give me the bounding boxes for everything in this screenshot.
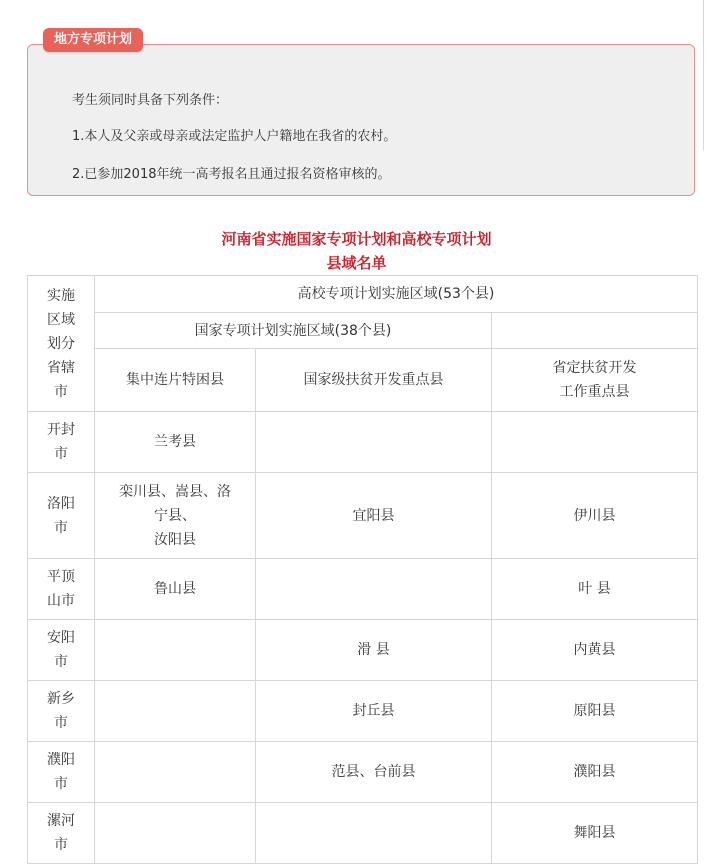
notice-tag: 地方专项计划 bbox=[43, 28, 143, 52]
contiguous-cell: 栾川县、嵩县、洛 宁县、 汝阳县 bbox=[95, 473, 256, 559]
university-plan-header: 高校专项计划实施区域(53个县) bbox=[95, 276, 698, 313]
table-row bbox=[28, 803, 698, 864]
table-heading: 河南省实施国家专项计划和高校专项计划 bbox=[221, 230, 492, 248]
provincial-key-header: 省定扶贫开发 工作重点县 bbox=[492, 349, 698, 412]
table-row bbox=[28, 412, 698, 473]
page-edge-divider bbox=[703, 0, 704, 150]
city-cell: 开封 市 bbox=[28, 412, 95, 473]
table-subheading: 县域名单 bbox=[326, 254, 387, 272]
notice-line: 考生须同时具备下列条件： bbox=[72, 93, 229, 108]
city-cell: 安阳 市 bbox=[28, 620, 95, 681]
city-cell: 平顶 山市 bbox=[28, 559, 95, 620]
city-cell: 洛阳 市 bbox=[28, 473, 95, 559]
contiguous-cell: 兰考县 bbox=[95, 412, 256, 473]
national-key-header: 国家级扶贫开发重点县 bbox=[256, 349, 492, 412]
provincial-key-cell: 内黄县 bbox=[492, 620, 698, 681]
city-cell: 新乡 市 bbox=[28, 681, 95, 742]
provincial-key-cell: 叶 县 bbox=[492, 559, 698, 620]
provincial-key-cell bbox=[492, 412, 698, 473]
provincial-key-cell: 伊川县 bbox=[492, 473, 698, 559]
table-row bbox=[28, 681, 698, 742]
contiguous-cell bbox=[95, 803, 256, 864]
national-key-cell bbox=[256, 412, 492, 473]
national-key-cell: 范县、台前县 bbox=[256, 742, 492, 803]
national-key-cell: 滑 县 bbox=[256, 620, 492, 681]
county-table bbox=[27, 275, 698, 864]
national-key-cell: 宜阳县 bbox=[256, 473, 492, 559]
national-key-cell bbox=[256, 803, 492, 864]
table-row bbox=[28, 620, 698, 681]
provincial-key-cell: 濮阳县 bbox=[492, 742, 698, 803]
table-row bbox=[28, 742, 698, 803]
contiguous-poverty-header: 集中连片特困县 bbox=[95, 349, 256, 412]
contiguous-cell bbox=[95, 681, 256, 742]
table-header-row bbox=[28, 313, 698, 349]
notice-line: 1.本人及父亲或母亲或法定监护人户籍地在我省的农村。 bbox=[72, 129, 397, 144]
table-header-row bbox=[28, 276, 698, 313]
contiguous-cell bbox=[95, 742, 256, 803]
contiguous-cell bbox=[95, 620, 256, 681]
table-row bbox=[28, 559, 698, 620]
table-row bbox=[28, 473, 698, 559]
contiguous-cell: 鲁山县 bbox=[95, 559, 256, 620]
national-key-cell: 封丘县 bbox=[256, 681, 492, 742]
notice-line: 2.已参加2018年统一高考报名且通过报名资格审核的。 bbox=[72, 167, 391, 182]
city-cell: 漯河 市 bbox=[28, 803, 95, 864]
corner-header-cell: 实施 区域 划分 省辖 市 bbox=[28, 276, 95, 412]
table-header-row bbox=[28, 349, 698, 412]
national-plan-header: 国家专项计划实施区域(38个县) bbox=[95, 313, 492, 349]
empty-header-cell bbox=[492, 313, 698, 349]
city-cell: 濮阳 市 bbox=[28, 742, 95, 803]
national-key-cell bbox=[256, 559, 492, 620]
provincial-key-cell: 舞阳县 bbox=[492, 803, 698, 864]
provincial-key-cell: 原阳县 bbox=[492, 681, 698, 742]
